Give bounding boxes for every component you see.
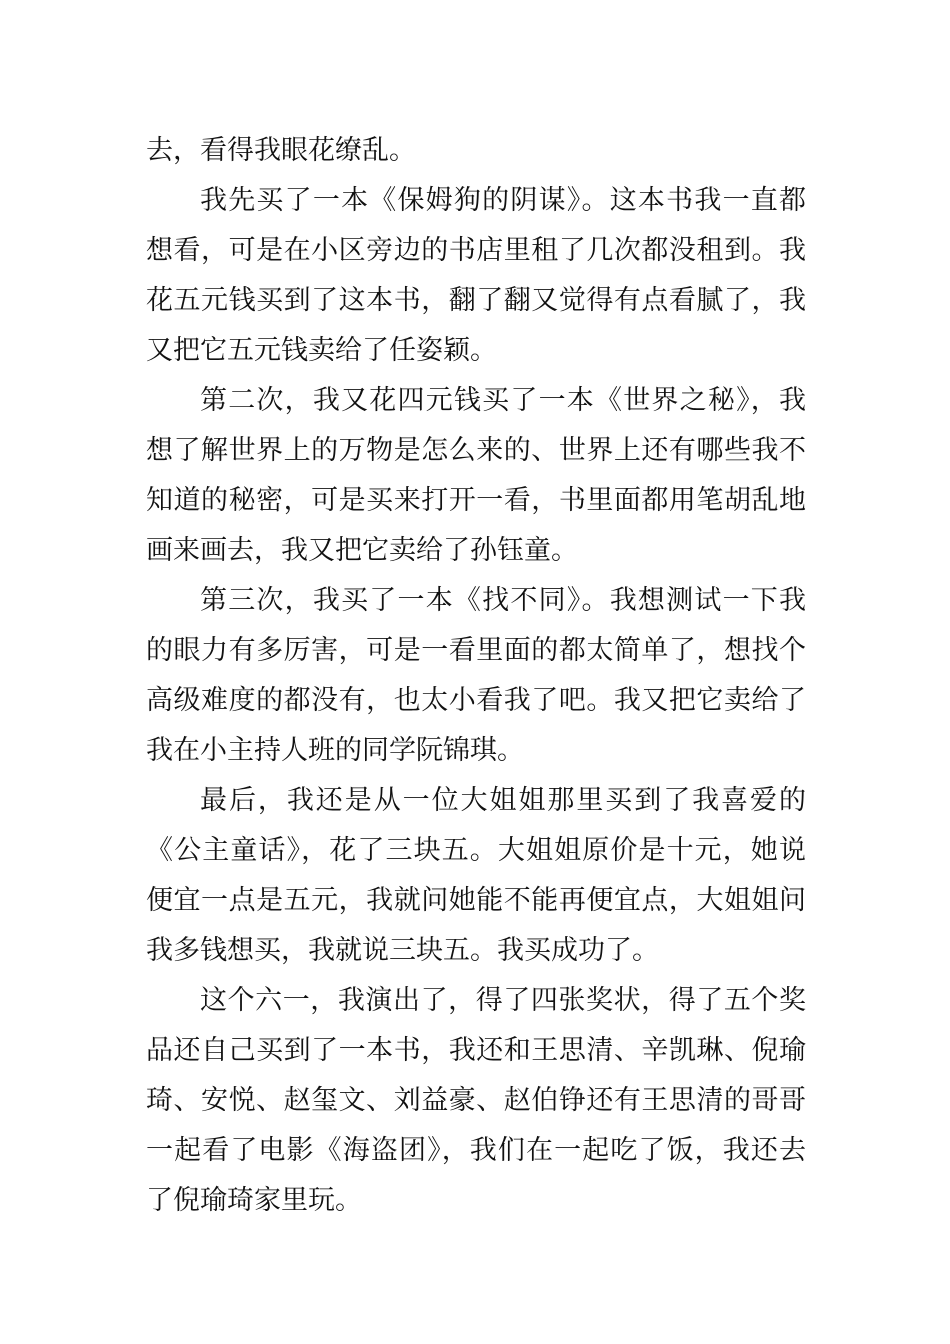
paragraph-continued: 去，看得我眼花缭乱。 bbox=[146, 135, 416, 166]
paragraph: 最后，我还是从一位大姐姐那里买到了我喜爱的《公主童话》，花了三块五。大姐姐原价是十元，她说便宜一点是五元，我就问她能不能再便宜点，大姐姐问我多钱想买，我就说三块五。我买成功了。 bbox=[146, 785, 806, 966]
paragraph: 这个六一，我演出了，得了四张奖状，得了五个奖品还自己买到了一本书，我还和王思清、辛凯琳、倪瑜琦、安悦、赵玺文、刘益豪、赵伯铮还有王思清的哥哥一起看了电影《海盗团》，我们在一起吃了饭，我还去了倪瑜琦家里玩。 bbox=[146, 985, 806, 1216]
document-body bbox=[146, 126, 806, 1226]
paragraph: 第二次，我又花四元钱买了一本《世界之秘》，我想了解世界上的万物是怎么来的、世界上还有哪些我不知道的秘密，可是买来打开一看，书里面都用笔胡乱地画来画去，我又把它卖给了孙钰童。 bbox=[146, 385, 806, 566]
paragraph: 我先买了一本《保姆狗的阴谋》。这本书我一直都想看，可是在小区旁边的书店里租了几次都没租到。我花五元钱买到了这本书，翻了翻又觉得有点看腻了，我又把它五元钱卖给了任姿颖。 bbox=[146, 185, 806, 366]
paragraph: 第三次，我买了一本《找不同》。我想测试一下我的眼力有多厉害，可是一看里面的都太简单了，想找个高级难度的都没有，也太小看我了吧。我又把它卖给了我在小主持人班的同学阮锦琪。 bbox=[146, 585, 806, 766]
